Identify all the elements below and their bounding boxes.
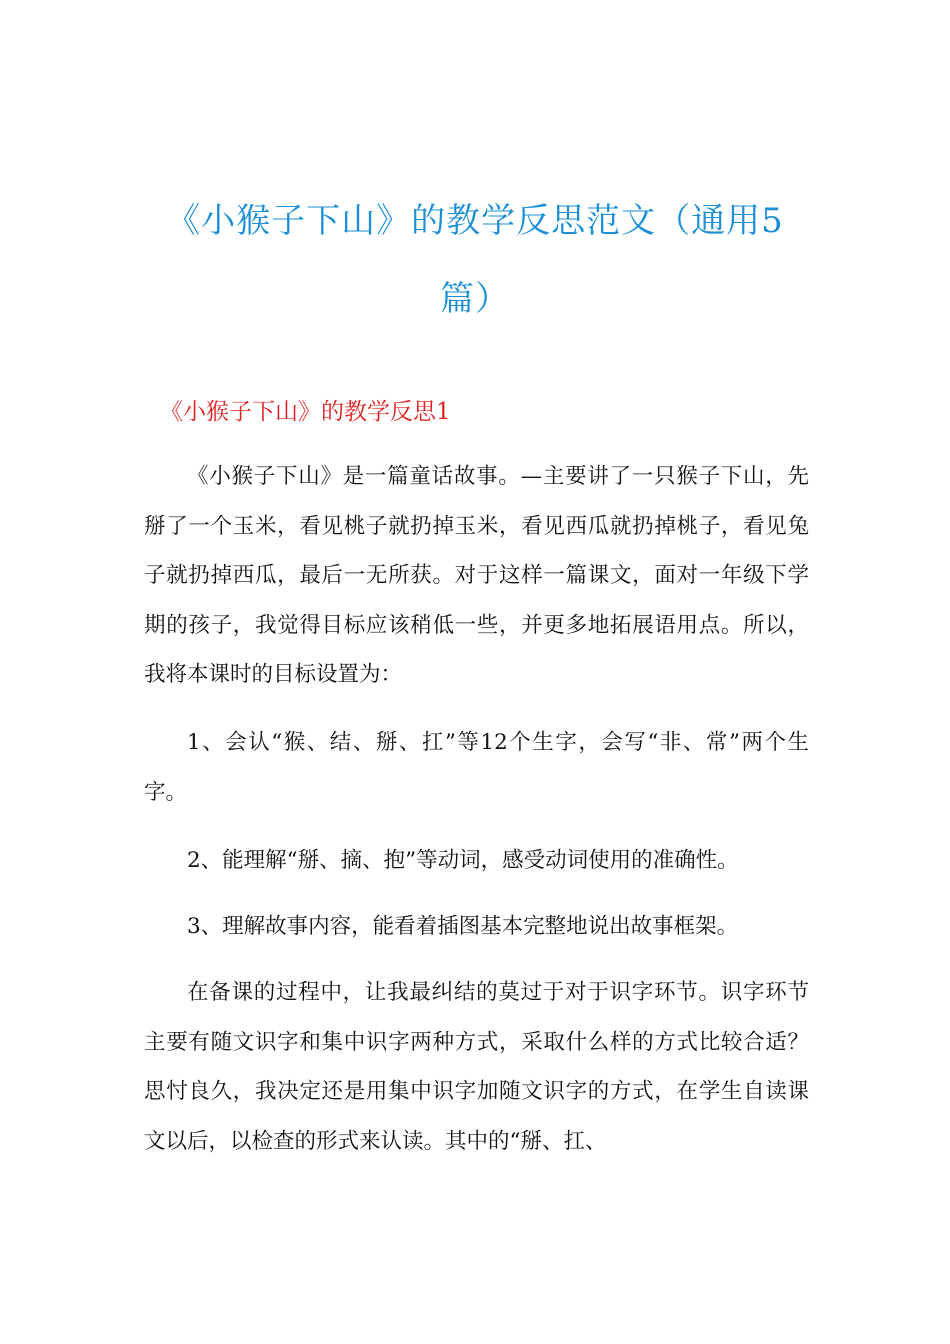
paragraph-goal-1: 1、会认“猴、结、掰、扛”等12个生字，会写“非、常”两个生字。 [144, 730, 809, 805]
section-heading: 《小猴子下山》的教学反思1 [160, 399, 451, 425]
paragraph-intro: 《小猴子下山》是一篇童话故事。—主要讲了一只猴子下山，先掰了一个玉米，看见桃子就扔掉玉米，看见西瓜就扔掉桃子，看见兔子就扔掉西瓜，最后一无所获。对于这样一篇课文，面对一年级下学期的孩子，我觉得目标应该稍低一些，并更多地拓展语用点。所以，我将本课时的目标设置为： [144, 464, 809, 687]
paragraph-goal-3: 3、理解故事内容，能看着插图基本完整地说出故事框架。 [187, 914, 739, 939]
document-title: 《小猴子下山》的教学反思范文（通用5篇） [166, 201, 784, 319]
paragraph-lesson-prep: 在备课的过程中，让我最纠结的莫过于对于识字环节。识字环节主要有随文识字和集中识字两种方式，采取什么样的方式比较合适？思忖良久，我决定还是用集中识字加随文识字的方式，在学生自读课文以后，以检查的形式来认读。其中的“掰、扛、 [144, 980, 809, 1154]
paragraph-goal-2: 2、能理解“掰、摘、抱”等动词，感受动词使用的准确性。 [187, 848, 739, 873]
